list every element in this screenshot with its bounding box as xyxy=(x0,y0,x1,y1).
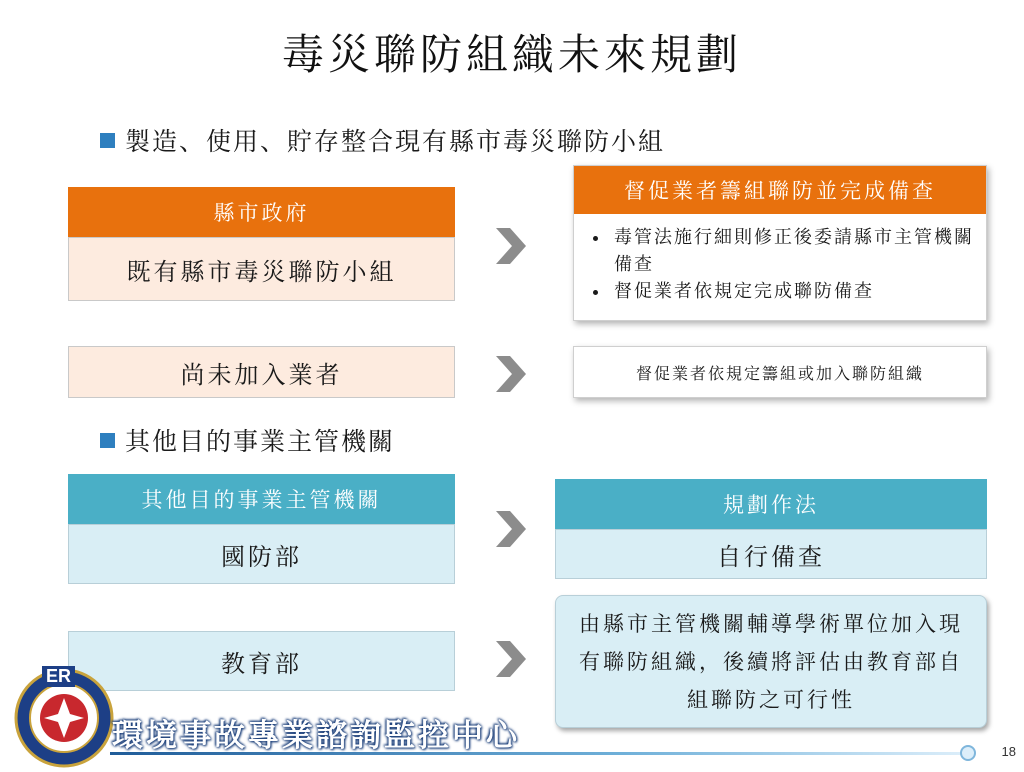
other-authorities-header: 其他目的事業主管機關 xyxy=(68,474,455,524)
supervise-card-header: 督促業者籌組聯防並完成備查 xyxy=(574,166,986,214)
square-bullet-icon xyxy=(100,433,115,448)
square-bullet-icon xyxy=(100,133,115,148)
section1-bullet xyxy=(100,122,665,158)
not-joined-operators-box: 尚未加入業者 xyxy=(68,346,455,398)
section2-bullet xyxy=(100,422,395,458)
existing-county-team-box: 既有縣市毒災聯防小組 xyxy=(68,237,455,301)
self-record-box: 自行備查 xyxy=(555,529,987,579)
page-number: 18 xyxy=(1001,744,1016,759)
organization-name: 環境事故專業諮詢監控中心 xyxy=(112,718,520,754)
logo-badge xyxy=(14,668,114,768)
ministry-of-defense-box: 國防部 xyxy=(68,524,455,584)
plan-approach-header: 規劃作法 xyxy=(555,479,987,529)
supervise-join-box: 督促業者依規定籌組或加入聯防組織 xyxy=(573,346,987,398)
ministry-of-education-box: 教育部 xyxy=(68,631,455,691)
supervise-card xyxy=(573,165,987,321)
education-plan-box: 由縣市主管機關輔導學術單位加入現有聯防組織，後續將評估由教育部自組聯防之可行性 xyxy=(555,595,987,728)
chevron-right-icon xyxy=(490,226,530,266)
list-item: • 毒管法施行細則修正後委請縣市主管機關備查 xyxy=(610,224,974,278)
section2-bullet-text: 其他目的事業主管機關 xyxy=(125,427,396,456)
supervise-card-list xyxy=(574,214,986,305)
slide-title: 毒災聯防組織未來規劃 xyxy=(281,30,742,79)
list-item: • 督促業者依規定完成聯防備查 xyxy=(610,278,974,305)
logo-text: ER xyxy=(42,666,75,687)
county-government-header: 縣市政府 xyxy=(68,187,455,237)
section1-bullet-text: 製造、使用、貯存整合現有縣市毒災聯防小組 xyxy=(125,127,666,156)
chevron-right-icon xyxy=(490,509,530,549)
chevron-right-icon xyxy=(490,354,530,394)
